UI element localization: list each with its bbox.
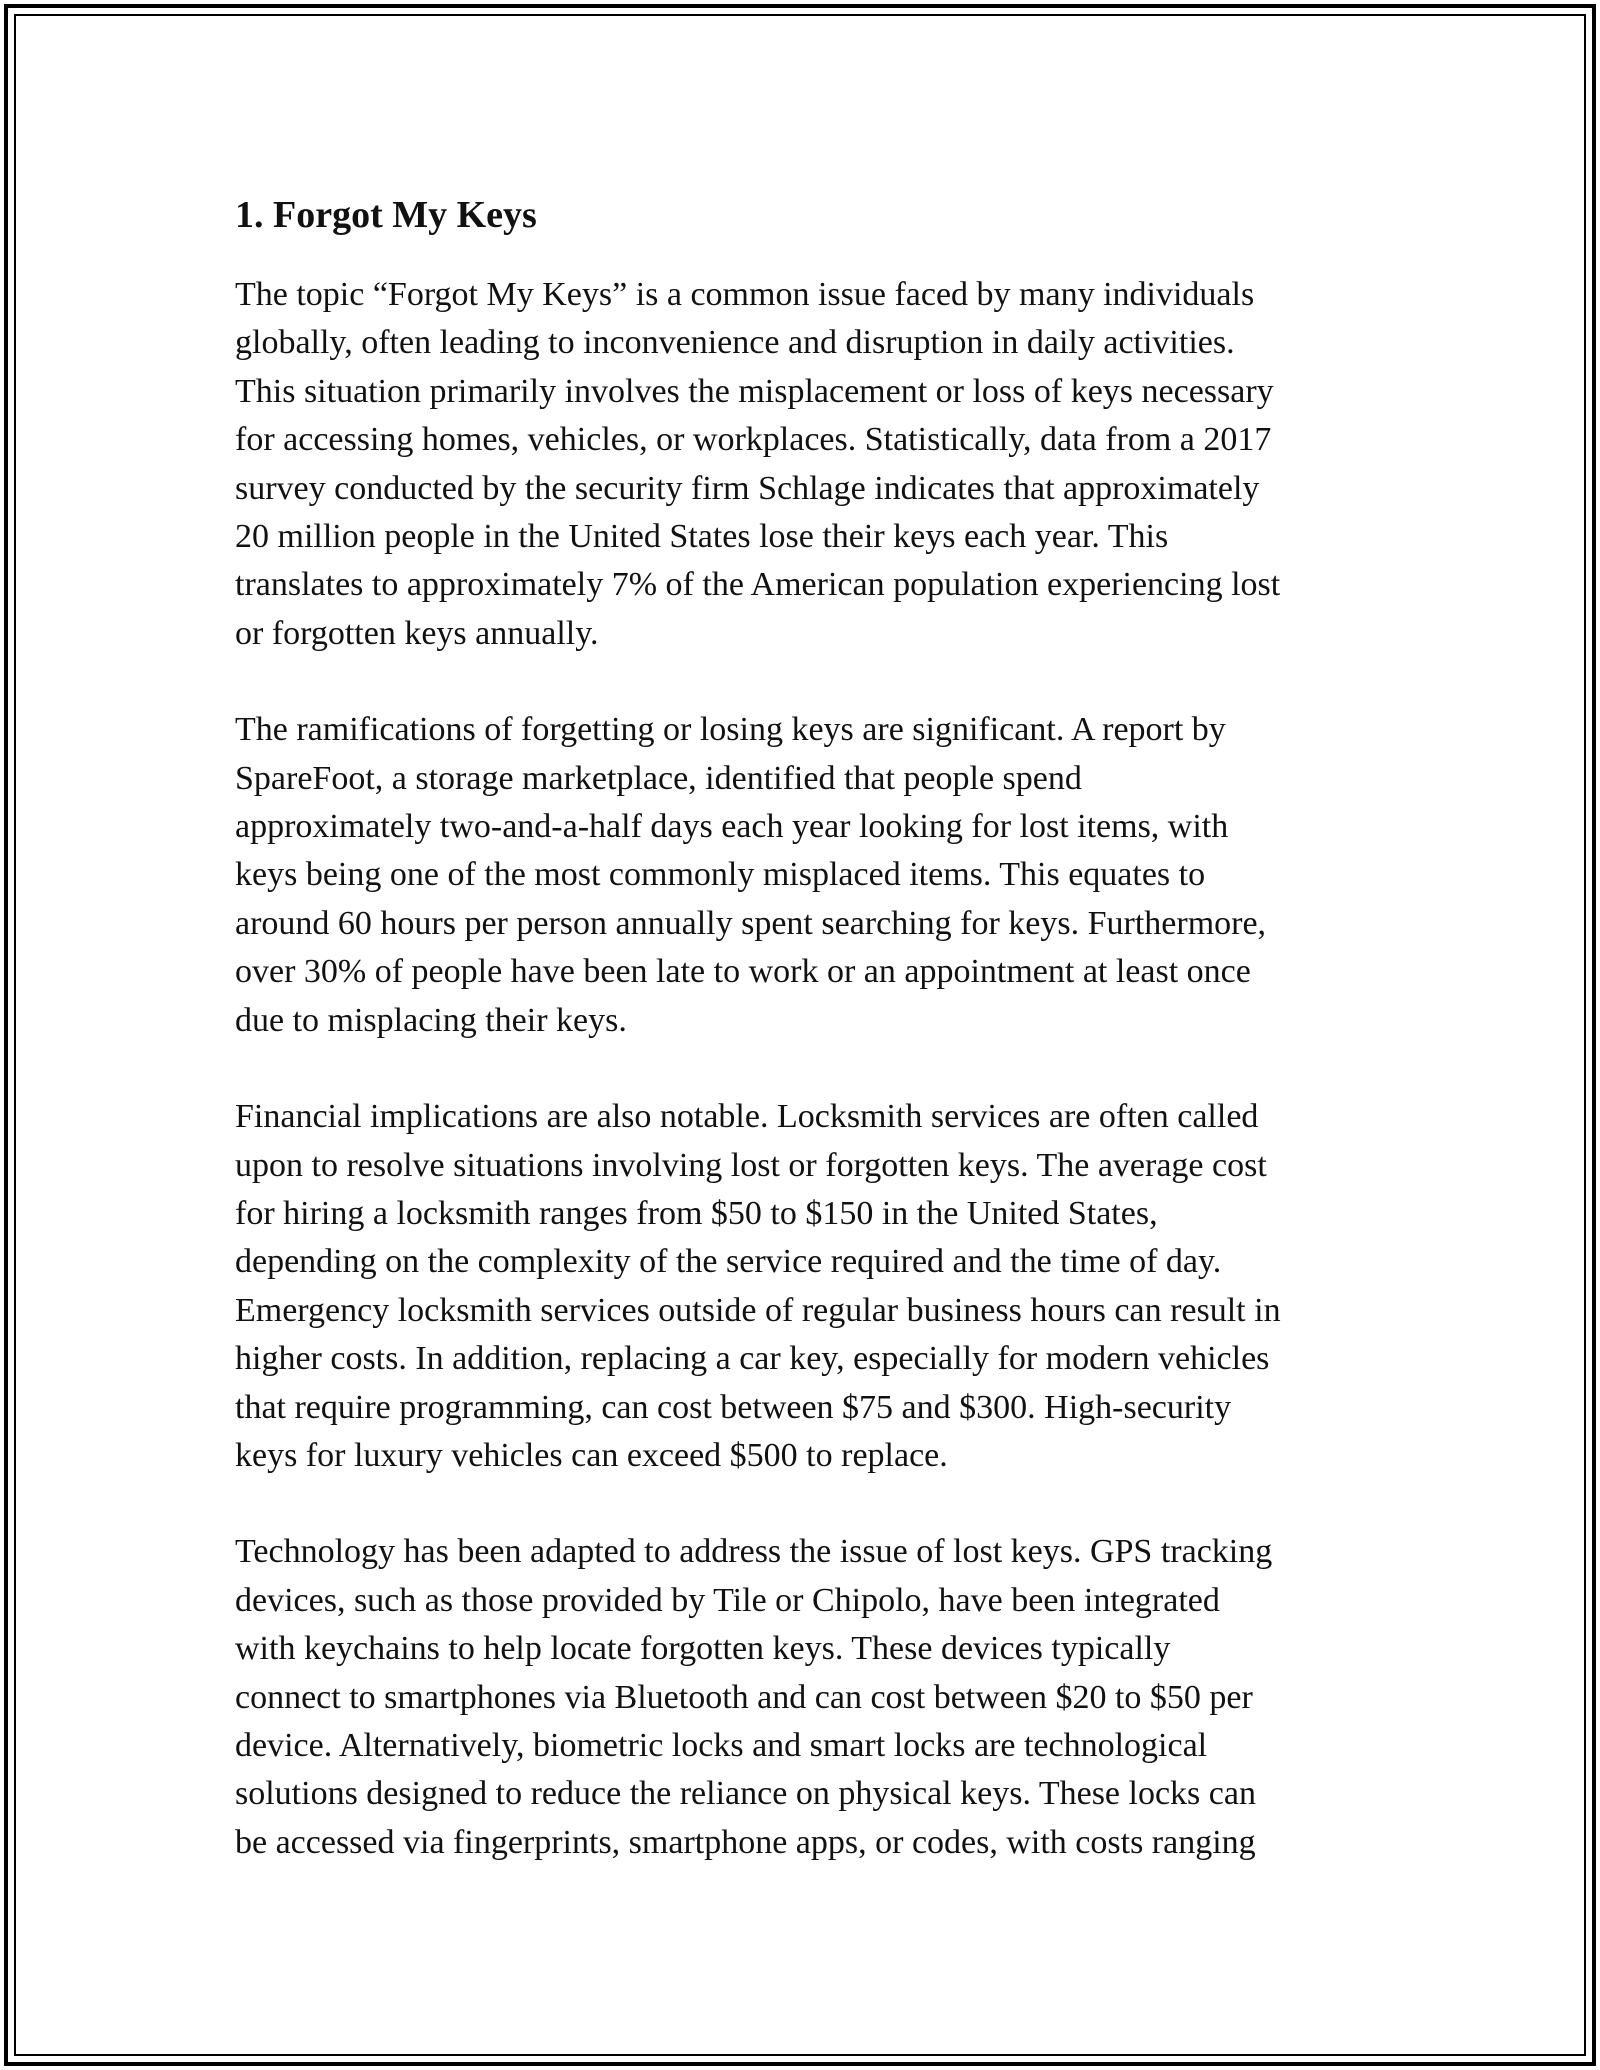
paragraph-line: Technology has been adapted to address the issue of lost keys. GPS tracking [235, 1533, 1273, 1571]
paragraph-line: due to misplacing their keys. [235, 1001, 627, 1039]
paragraph-line: The ramifications of forgetting or losing keys are significant. A report by [235, 711, 1226, 749]
paragraph-line: be accessed via fingerprints, smartphone apps, or codes, with costs ranging [235, 1823, 1256, 1861]
paragraph-line: approximately two-and-a-half days each year looking for lost items, with [235, 808, 1229, 846]
section-heading: 1. Forgot My Keys [235, 194, 537, 236]
paragraph-line: 20 million people in the United States lose their keys each year. This [235, 518, 1169, 556]
paragraph-line: Emergency locksmith services outside of regular business hours can result in [235, 1291, 1281, 1329]
paragraph-line: with keychains to help locate forgotten keys. These devices typically [235, 1630, 1171, 1668]
paragraph-line: devices, such as those provided by Tile or Chipolo, have been integrated [235, 1581, 1220, 1619]
paragraph-3 [235, 1093, 1375, 1480]
paragraph-line: connect to smartphones via Bluetooth and can cost between $20 to $50 per [235, 1678, 1253, 1716]
paragraph-line: or forgotten keys annually. [235, 614, 599, 652]
paragraph-line: SpareFoot, a storage marketplace, identified that people spend [235, 759, 1082, 797]
paragraph-4 [235, 1528, 1375, 1867]
paragraph-line: solutions designed to reduce the reliance on physical keys. These locks can [235, 1775, 1256, 1813]
paragraph-line: This situation primarily involves the misplacement or loss of keys necessary [235, 372, 1274, 410]
document-body [235, 185, 1375, 1915]
paragraph-line: survey conducted by the security firm Schlage indicates that approximately [235, 469, 1260, 507]
paragraph-line: translates to approximately 7% of the American population experiencing lost [235, 566, 1281, 604]
paragraph-line: Financial implications are also notable. Locksmith services are often called [235, 1098, 1259, 1136]
paragraph-line: that require programming, can cost between $75 and $300. High-security [235, 1388, 1232, 1426]
paragraph-2 [235, 706, 1375, 1045]
paragraph-line: keys being one of the most commonly misplaced items. This equates to [235, 856, 1206, 894]
paragraph-1 [235, 271, 1375, 658]
paragraph-line: around 60 hours per person annually spent searching for keys. Furthermore, [235, 904, 1267, 942]
paragraph-line: globally, often leading to inconvenience and disruption in daily activities. [235, 324, 1235, 362]
paragraph-line: depending on the complexity of the service required and the time of day. [235, 1243, 1222, 1281]
paragraph-line: The topic “Forgot My Keys” is a common issue faced by many individuals [235, 276, 1255, 313]
paragraph-line: upon to resolve situations involving lost or forgotten keys. The average cost [235, 1146, 1267, 1184]
paragraph-line: for hiring a locksmith ranges from $50 to $150 in the United States, [235, 1194, 1158, 1232]
paragraph-line: keys for luxury vehicles can exceed $500 to replace. [235, 1436, 948, 1474]
paragraph-line: device. Alternatively, biometric locks and smart locks are technological [235, 1726, 1208, 1764]
paragraph-line: higher costs. In addition, replacing a car key, especially for modern vehicles [235, 1340, 1270, 1378]
paragraph-line: for accessing homes, vehicles, or workplaces. Statistically, data from a 2017 [235, 421, 1272, 459]
paragraph-line: over 30% of people have been late to work or an appointment at least once [235, 953, 1251, 991]
